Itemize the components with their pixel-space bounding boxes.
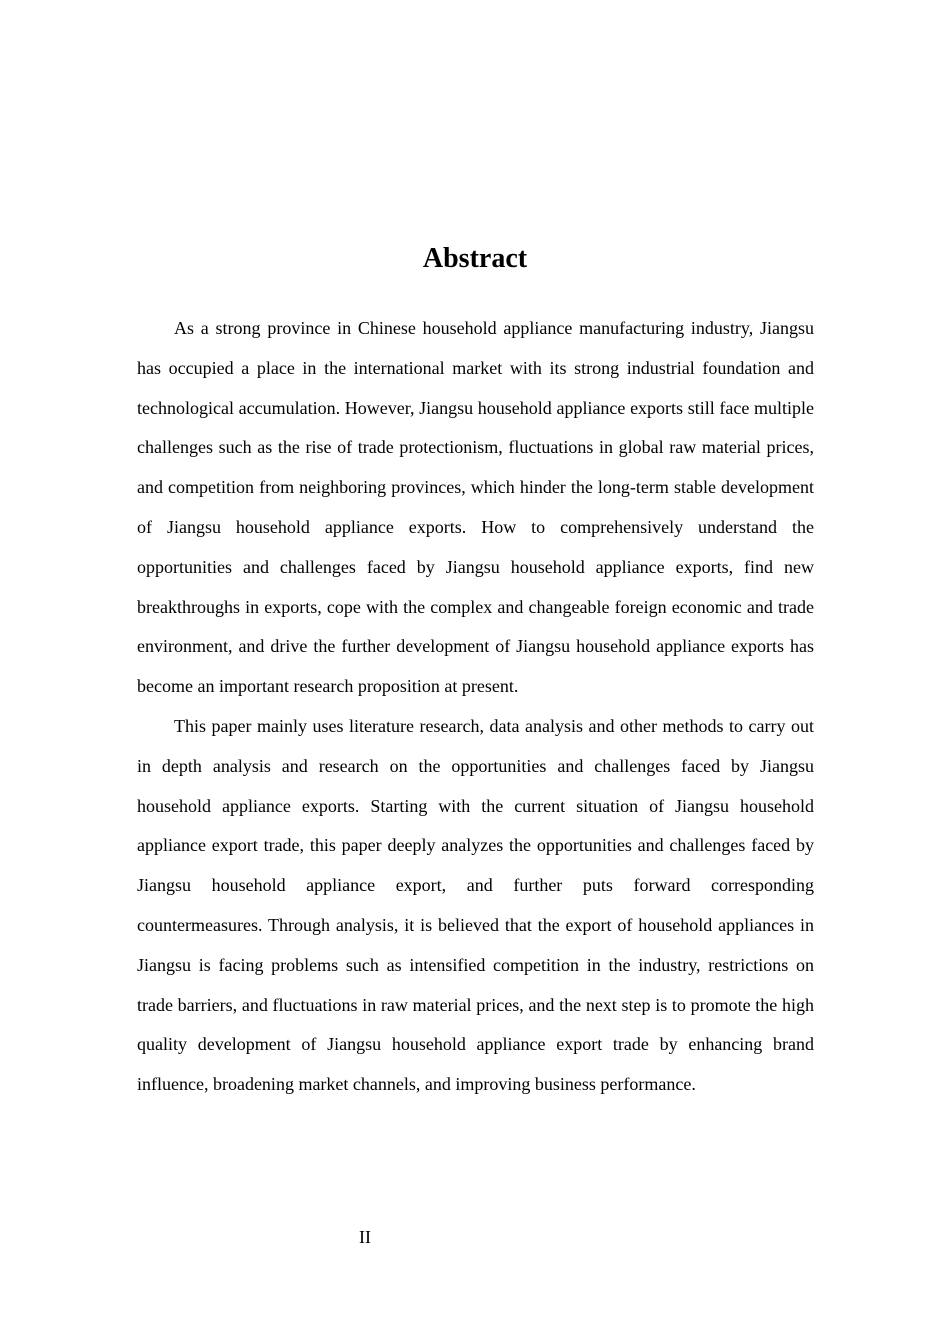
abstract-title: Abstract [422, 243, 528, 274]
page-number: II [359, 1227, 371, 1247]
abstract-paragraph-1: As a strong province in Chinese household appliance manufacturing industry, Jiangsu has occupied a place in the international market with its strong industrial foundation and technological accumulation. However, Jiangsu household appliance exports still face multiple challenges such as the rise of trade protectionism, fluctuations in global raw material prices, and competition from neighboring provinces, which hinder the long-term stable development of Jiangsu household appliance exports. How to comprehensively understand the opportunities and challenges faced by Jiangsu household appliance exports, find new breakthroughs in exports, cope with the complex and changeable foreign economic and trade environment, and drive the further development of Jiangsu household appliance exports has become an important research proposition at present. [137, 318, 814, 697]
abstract-body [137, 309, 814, 1105]
abstract-paragraph-2: This paper mainly uses literature research, data analysis and other methods to carry out in depth analysis and research on the opportunities and challenges faced by Jiangsu household appliance exports. Starting with the current situation of Jiangsu household appliance export trade, this paper deeply analyzes the opportunities and challenges faced by Jiangsu household appliance export, and further puts forward corresponding countermeasures. Through analysis, it is believed that the export of household appliances in Jiangsu is facing problems such as intensified competition in the industry, restrictions on trade barriers, and fluctuations in raw material prices, and the next step is to promote the high quality development of Jiangsu household appliance export trade by enhancing brand influence, broadening market channels, and improving business performance. [137, 715, 814, 1095]
